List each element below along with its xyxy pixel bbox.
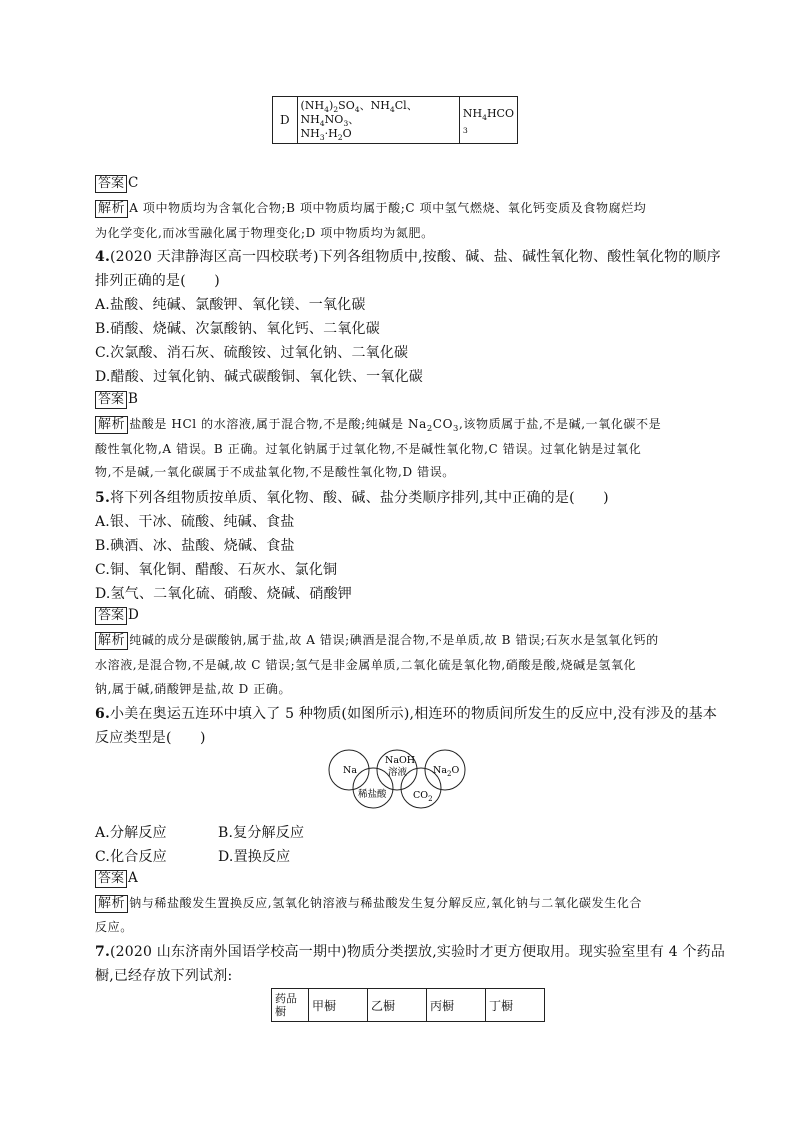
- q6-option-c: C.化合反应: [95, 849, 167, 865]
- q5-stem: 5.将下列各组物质按单质、氧化物、酸、碱、盐分类顺序排列,其中正确的是( ): [95, 490, 609, 506]
- q7-stem-line-1: 7.(2020 山东济南外国语学校高一期中)物质分类摆放,实验时才更方便取用。现实验室里有 4 个药品: [95, 944, 726, 960]
- q4-analysis-line-3: 物,不是碱,一氧化碳属于不成盐氧化物,不是酸性氧化物,D 错误。: [95, 465, 455, 479]
- q5-analysis-line-2: 水溶液,是混合物,不是碱,故 C 错误;氢气是非金属单质,二氧化硫是氧化物,硝酸是酸,烧碱是氢氧化: [95, 658, 637, 672]
- q5-analysis-line-3: 钠,属于碱,硝酸钾是盐,故 D 正确。: [95, 682, 292, 696]
- q4-answer: 答案 B: [95, 391, 138, 409]
- substance-line-3: $NH_3\cdot H_2O$: [300, 127, 352, 142]
- cabinet-yi: 乙橱: [368, 989, 427, 1022]
- row-label: D: [273, 97, 298, 144]
- q4-option-a: A.盐酸、纯碱、氯酸钾、氧化镁、一氧化碳: [95, 297, 366, 313]
- cabinet-ding: 丁橱: [486, 989, 545, 1022]
- q6-answer: 答案 A: [95, 870, 138, 888]
- answer-tag: 答案: [95, 607, 127, 625]
- ring-label-naoh-1: NaOH: [385, 755, 416, 766]
- q5-analysis-line-1: 解析 纯碱的成分是碳酸钠,属于盐,故 A 错误;碘酒是混合物,不是单质,故 B 错误;石灰水是氢氧化钙的: [95, 631, 659, 650]
- answer-tag: 答案: [95, 175, 127, 193]
- ring-label-co2: $CO_2$: [413, 790, 433, 803]
- answer-tag: 答案: [95, 391, 127, 409]
- ring-label-naoh-2: 溶液: [388, 767, 408, 778]
- q7-stem-line-2: 橱,已经存放下列试剂:: [95, 968, 233, 984]
- ring-label-hcl: 稀盐酸: [358, 789, 387, 800]
- q5-answer: 答案 D: [95, 607, 139, 625]
- cabinet-table: [271, 988, 545, 1022]
- cabinet-bing: 丙橱: [427, 989, 486, 1022]
- q3-answer: 答案 C: [95, 175, 138, 193]
- substance-line-2: $NH_4NO_3$、: [300, 113, 360, 128]
- q6-stem-line-1: 6.小美在奥运五连环中填入了 5 种物质(如图所示),相连环的物质间所发生的反应中,没有涉及的基本: [95, 706, 718, 722]
- q6-analysis-line-1: 解析 钠与稀盐酸发生置换反应,氢氧化钠溶液与稀盐酸发生复分解反应,氧化钠与二氧化碳发生化合: [95, 894, 642, 913]
- row-substances: [297, 97, 459, 144]
- q6-option-b: B.复分解反应: [218, 825, 305, 841]
- q4-option-d: D.醋酸、过氧化钠、碱式碳酸铜、氧化铁、一氧化碳: [95, 369, 423, 385]
- q4-stem-line-2: 排列正确的是( ): [95, 273, 220, 289]
- cabinet-table-header: 药品 橱: [272, 989, 309, 1022]
- q4-option-b: B.硝酸、烧碱、次氯酸钠、氧化钙、二氧化碳: [95, 321, 380, 337]
- q5-option-c: C.铜、氧化铜、醋酸、石灰水、氯化铜: [95, 562, 338, 578]
- q5-option-b: B.碘酒、冰、盐酸、烧碱、食盐: [95, 538, 295, 554]
- q5-option-d: D.氢气、二氧化硫、硝酸、烧碱、硝酸钾: [95, 586, 352, 602]
- answer-tag: 答案: [95, 870, 127, 888]
- substance-line-1: $(NH_4)_2SO_4$、$NH_4Cl$、: [300, 99, 418, 114]
- ring-label-na: Na: [343, 765, 357, 776]
- q6-option-a: A.分解反应: [95, 825, 167, 841]
- q6-analysis-line-2: 反应。: [95, 920, 133, 934]
- q4-analysis-line-2: 酸性氧化物,A 错误。B 正确。过氧化钠属于过氧化物,不是碱性氧化物,C 错误。过氧化钠是过氧化: [95, 442, 642, 456]
- analysis-tag: 解析: [95, 632, 128, 650]
- q3-analysis-line-2: 为化学变化,而冰雪融化属于物理变化;D 项中物质均为氮肥。: [95, 226, 434, 240]
- ring-label-na2o: $Na_2O$: [433, 765, 460, 778]
- analysis-tag: 解析: [95, 200, 128, 218]
- ring-hcl: [353, 768, 393, 808]
- olympic-rings-diagram: [325, 748, 475, 810]
- q4-analysis-line-1: 解析 盐酸是 HCl 的水溶液,属于混合物,不是酸;纯碱是 $Na_2CO_3$,该物质属于盐,不是碱,一氧化碳不是: [95, 415, 661, 434]
- q6-option-d: D.置换反应: [218, 849, 291, 865]
- q6-stem-line-2: 反应类型是( ): [95, 730, 206, 746]
- q4-option-c: C.次氯酸、消石灰、硫酸铵、过氧化钠、二氧化碳: [95, 345, 409, 361]
- q4-stem-line-1: 4.(2020 天津静海区高一四校联考)下列各组物质中,按酸、碱、盐、碱性氧化物、酸性氧化物的顺序: [95, 249, 721, 265]
- classification-table-row-d: [272, 96, 518, 144]
- analysis-tag: 解析: [95, 416, 128, 434]
- q5-option-a: A.银、干冰、硫酸、纯碱、食盐: [95, 514, 295, 530]
- q3-analysis-line-1: 解析 A 项中物质均为含氧化合物;B 项中物质均属于酸;C 项中氢气燃烧、氧化钙变质及食物腐烂均: [95, 199, 646, 218]
- cabinet-jia: 甲橱: [309, 989, 368, 1022]
- row-odd-substance: $NH_4HCO$ $_3$: [459, 97, 517, 144]
- analysis-tag: 解析: [95, 895, 128, 913]
